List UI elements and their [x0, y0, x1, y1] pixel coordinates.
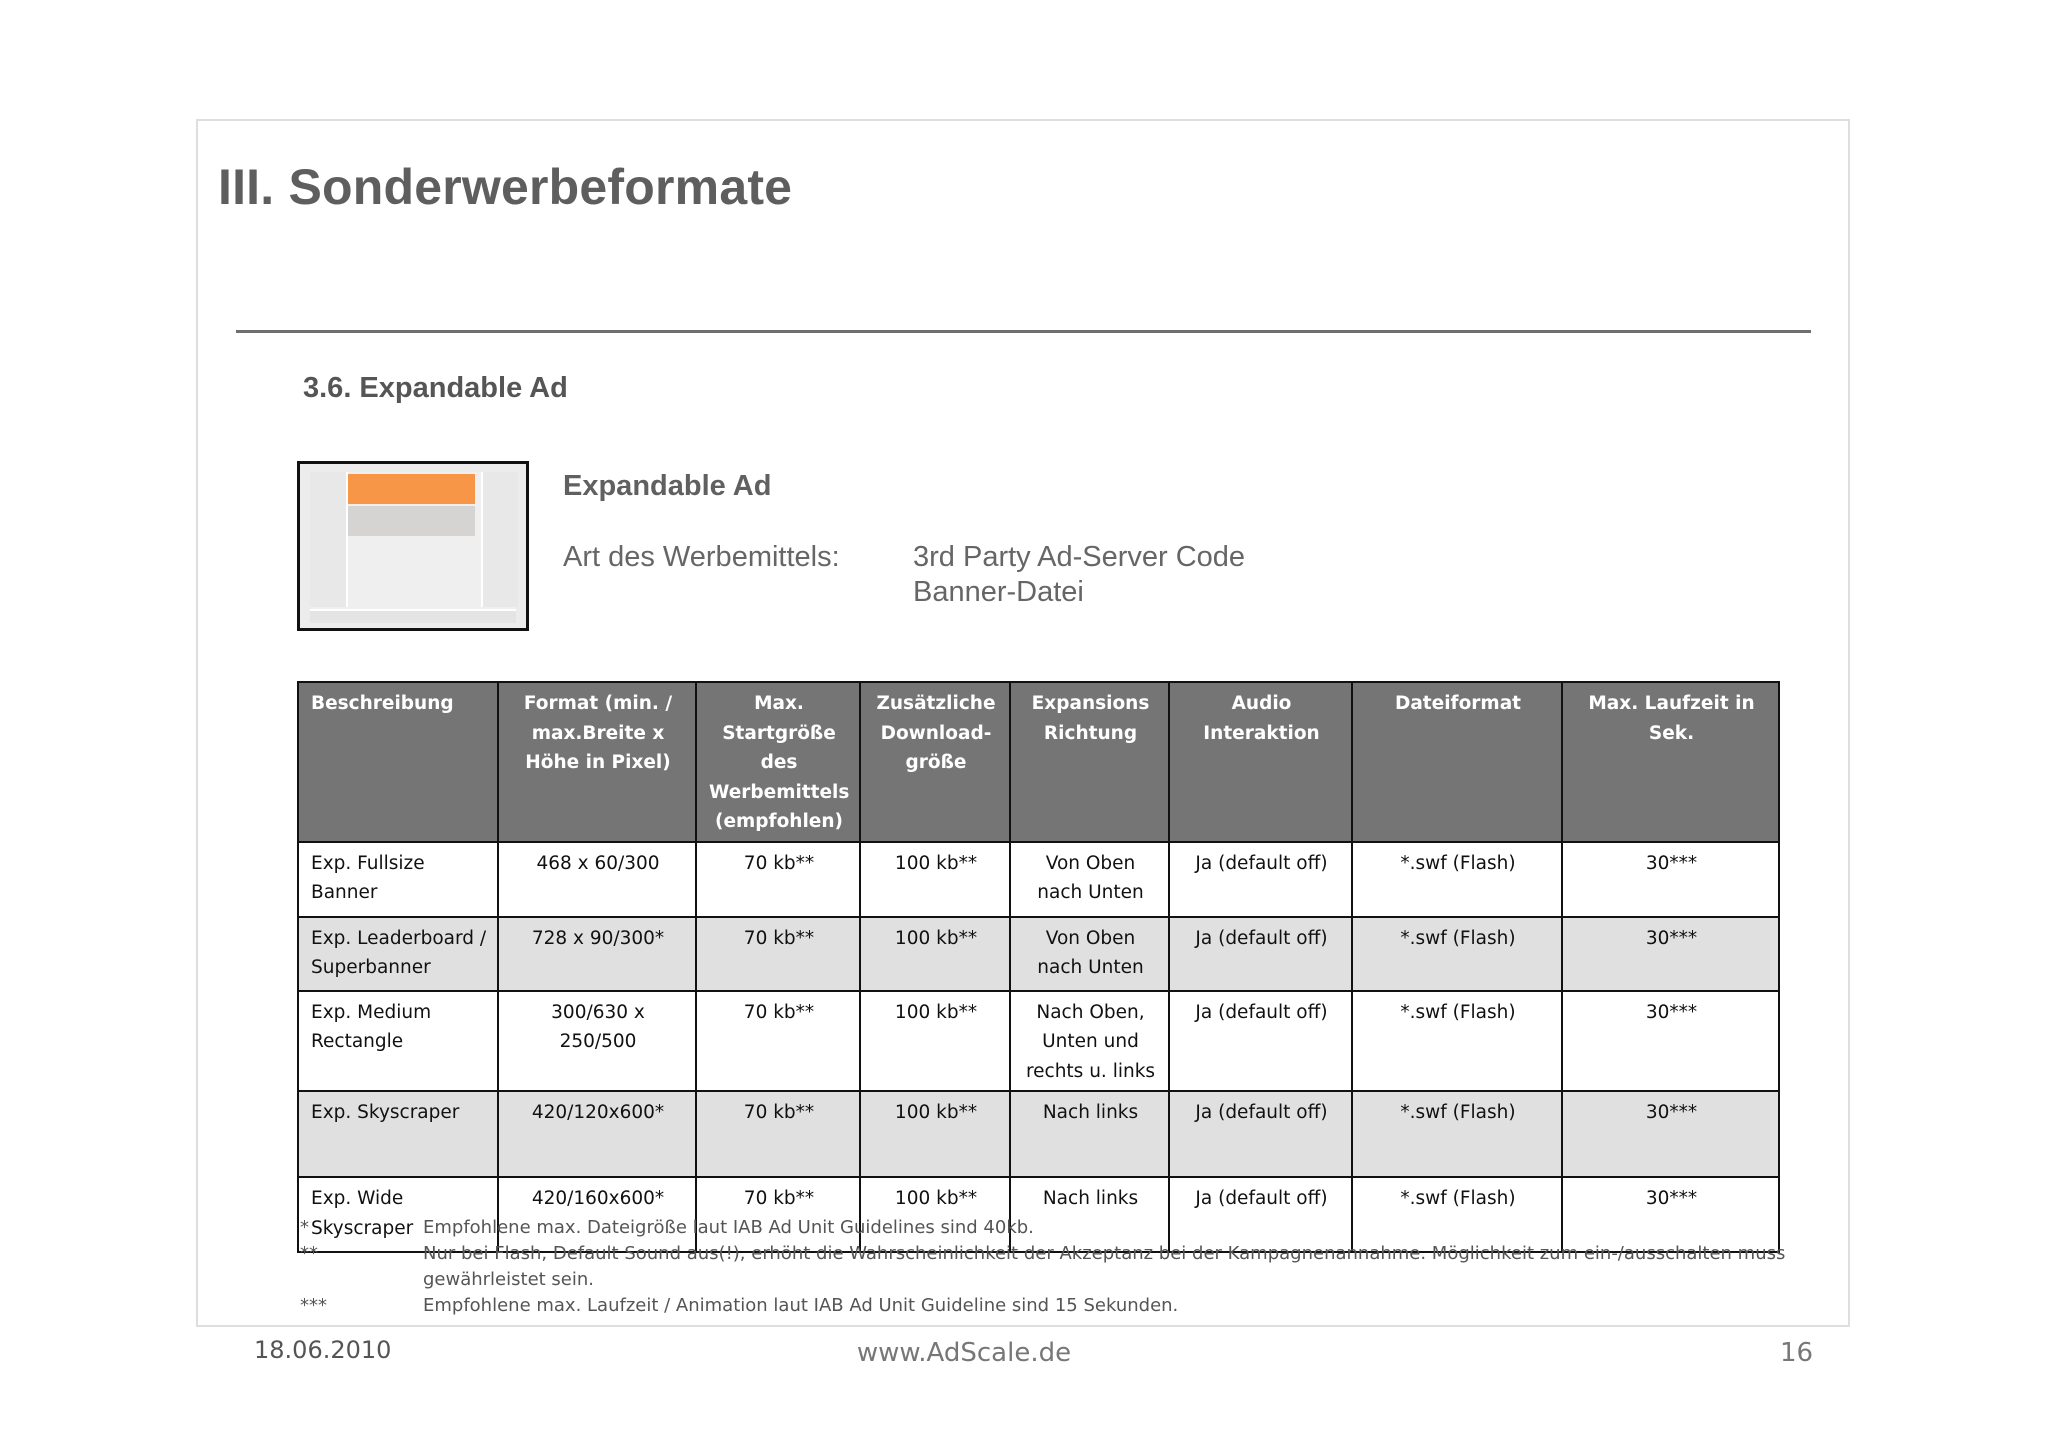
table-cell: 70 kb** [696, 1177, 860, 1252]
table-cell: *.swf (Flash) [1352, 917, 1562, 991]
footnote-marker: * [300, 1217, 309, 1238]
table-cell: 100 kb** [860, 1177, 1010, 1252]
page-title: III. Sonderwerbeformate [218, 159, 793, 215]
table-cell: 728 x 90/300* [498, 917, 696, 991]
table-cell: Nach Oben, Unten und rechts u. links [1010, 991, 1169, 1092]
column-header: Max. Laufzeit in Sek. [1562, 682, 1779, 842]
table-cell: 30*** [1562, 1091, 1779, 1177]
illustration-banner [348, 474, 475, 504]
ad-type-label: Art des Werbemittels: [563, 541, 840, 573]
table-cell: 420/120x600* [498, 1091, 696, 1177]
ad-type-value: 3rd Party Ad-Server Code [913, 541, 1246, 573]
table-cell: 30*** [1562, 842, 1779, 917]
ad-type-value: Banner-Datei [913, 576, 1084, 608]
illustration-expansion-area [348, 506, 475, 536]
column-header: Max. Startgröße des Werbemittels (empfohlen) [696, 682, 860, 842]
column-header: Dateiformat [1352, 682, 1562, 842]
footnote-marker: *** [300, 1295, 327, 1316]
table-cell: Ja (default off) [1169, 1091, 1352, 1177]
title-divider [236, 330, 1811, 333]
table-cell: 30*** [1562, 1177, 1779, 1252]
table-cell: 300/630 x 250/500 [498, 991, 696, 1092]
table-cell: Exp. Leaderboard / Superbanner [298, 917, 498, 991]
table-cell: *.swf (Flash) [1352, 991, 1562, 1092]
table-cell: *.swf (Flash) [1352, 1177, 1562, 1252]
table-cell: Exp. Medium Rectangle [298, 991, 498, 1092]
table-cell: 70 kb** [696, 991, 860, 1092]
footnote-text: gewährleistet sein. [423, 1269, 595, 1290]
footer-url: www.AdScale.de [856, 1338, 1072, 1368]
table-cell: Ja (default off) [1169, 991, 1352, 1092]
column-header: Audio Interaktion [1169, 682, 1352, 842]
section-subtitle: 3.6. Expandable Ad [303, 372, 568, 404]
illustration-right-column [481, 472, 518, 607]
table-cell: 468 x 60/300 [498, 842, 696, 917]
footnote-marker: ** [300, 1243, 318, 1264]
page-number: 16 [1780, 1338, 1814, 1368]
table-cell: Exp. Fullsize Banner [298, 842, 498, 917]
illustration-footer [310, 611, 516, 623]
table-row [298, 991, 1779, 1092]
expandable-ad-illustration [297, 461, 529, 631]
table-cell: Exp. Skyscraper [298, 1091, 498, 1177]
table-cell: 70 kb** [696, 1091, 860, 1177]
spec-table [297, 681, 1780, 1253]
column-header: Beschreibung [298, 682, 498, 842]
table-cell: Von Oben nach Unten [1010, 842, 1169, 917]
illustration-left-column [310, 472, 348, 607]
table-cell: *.swf (Flash) [1352, 1091, 1562, 1177]
footer-date: 18.06.2010 [254, 1336, 392, 1364]
table-cell: 420/160x600* [498, 1177, 696, 1252]
table-cell: Ja (default off) [1169, 917, 1352, 991]
table-cell: 30*** [1562, 917, 1779, 991]
footnote-text: Nur bei Flash, Default Sound aus(!), erhöht die Wahrscheinlichkeit der Akzeptanz bei der Kampagnenannahme. Möglichkeit zum ein-/ausschalten muss [423, 1243, 1786, 1264]
table-cell: 100 kb** [860, 991, 1010, 1092]
table-cell: 100 kb** [860, 1091, 1010, 1177]
table-cell: Ja (default off) [1169, 842, 1352, 917]
column-header: Format (min. / max.Breite x Höhe in Pixel) [498, 682, 696, 842]
table-row [298, 1091, 1779, 1177]
footnote-text: Empfohlene max. Dateigröße laut IAB Ad Unit Guidelines sind 40kb. [423, 1217, 1034, 1238]
table-cell: Ja (default off) [1169, 1177, 1352, 1252]
table-cell: Exp. Wide Skyscraper [298, 1177, 498, 1252]
table-header-row [298, 682, 1779, 842]
column-header: Expansions Richtung [1010, 682, 1169, 842]
column-header: Zusätzliche Download-größe [860, 682, 1010, 842]
table-cell: 100 kb** [860, 917, 1010, 991]
table-row [298, 917, 1779, 991]
table-cell: 30*** [1562, 991, 1779, 1092]
table-cell: 70 kb** [696, 917, 860, 991]
footnote-text: Empfohlene max. Laufzeit / Animation laut IAB Ad Unit Guideline sind 15 Sekunden. [423, 1295, 1179, 1316]
table-cell: 70 kb** [696, 842, 860, 917]
table-cell: *.swf (Flash) [1352, 842, 1562, 917]
table-cell: Von Oben nach Unten [1010, 917, 1169, 991]
table-cell: Nach links [1010, 1177, 1169, 1252]
table-row [298, 842, 1779, 917]
table-cell: Nach links [1010, 1091, 1169, 1177]
ad-heading: Expandable Ad [563, 470, 772, 502]
table-cell: 100 kb** [860, 842, 1010, 917]
